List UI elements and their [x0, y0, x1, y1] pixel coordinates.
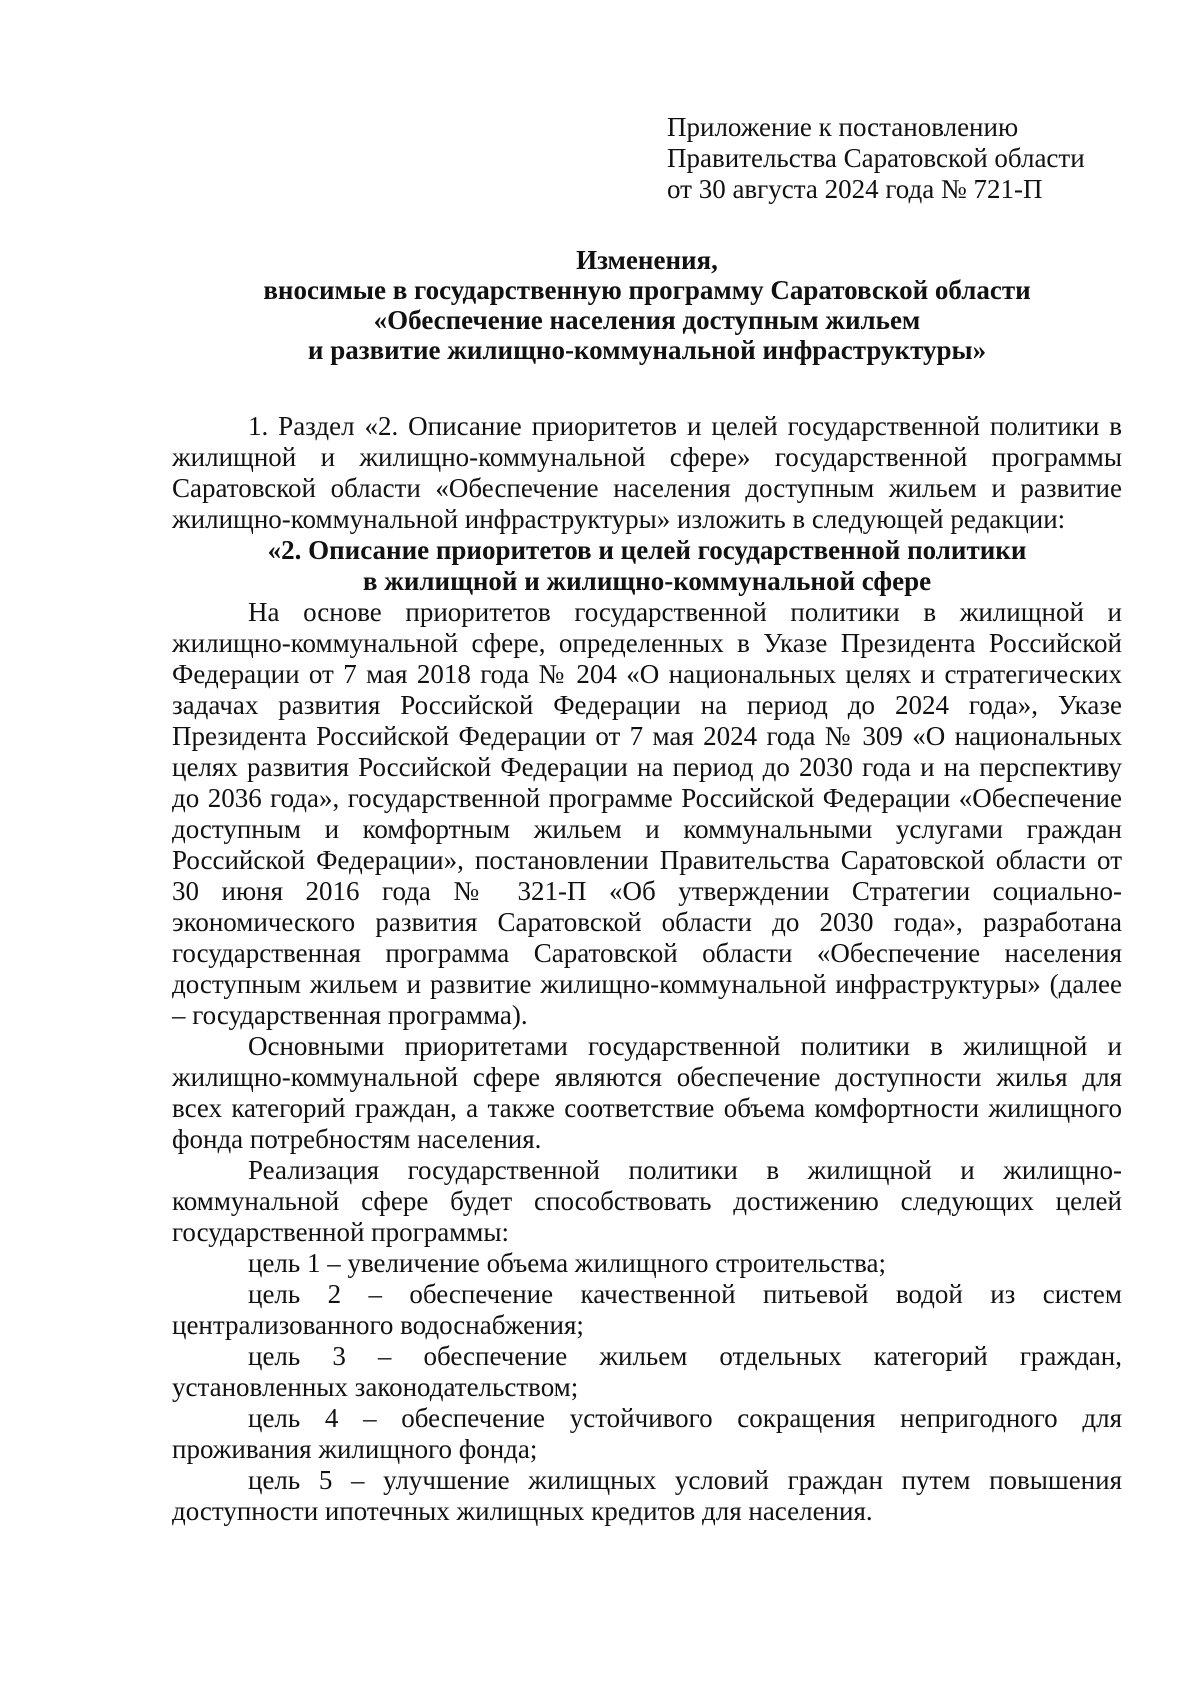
goal-item: цель 3 – обеспечение жильем отдельных категорий граждан, установленных законодательством; — [172, 1341, 1122, 1402]
goal-item: цель 4 – обеспечение устойчивого сокращения непригодного для проживания жилищного фонда; — [172, 1403, 1122, 1464]
section-heading-line: «2. Описание приоритетов и целей государственной политики — [267, 535, 1027, 565]
title-line: «Обеспечение населения доступным жильем — [373, 305, 921, 335]
goal-item: цель 2 – обеспечение качественной питьевой водой из систем централизованного водоснабжения; — [172, 1279, 1122, 1340]
appendix-note — [667, 112, 1187, 205]
document-title — [172, 245, 1122, 365]
goal-item: цель 1 – увеличение объема жилищного строительства; — [248, 1248, 887, 1278]
document-body — [172, 411, 1122, 1527]
title-line: и развитие жилищно-коммунальной инфраструктуры» — [307, 335, 987, 365]
appendix-line: Правительства Саратовской области — [667, 143, 1085, 173]
paragraph: Основными приоритетами государственной политики в жилищной и жилищно-коммунальной сфере являются обеспечение доступности жилья для всех категорий граждан, а также соответствие объема комфортности жилищного фонда потребностям населения. — [172, 1031, 1122, 1154]
intro-paragraph: 1. Раздел «2. Описание приоритетов и целей государственной политики в жилищной и жилищно-коммунальной сфере» государственной программы Саратовской области «Обеспечение населения доступным жильем и развитие жилищно-коммунальной инфраструктуры» изложить в следующей редакции: — [172, 411, 1122, 534]
paragraph: На основе приоритетов государственной политики в жилищной и жилищно-коммунальной сфере, определенных в Указе Президента Российской Федерации от 7 мая 2018 года № 204 «О национальных целях и стратегических задачах развития Российской Федерации на период до 2024 года», Указе Президента Российской Федерации от 7 мая 2024 года № 309 «О национальных целях развития Российской Федерации на период до 2030 года и на перспективу до 2036 года», государственной программе Российской Федерации «Обеспечение доступным и комфортным жильем и коммунальными услугами граждан Российской Федерации», постановлении Правительства Саратовской области от 30 июня 2016 года № 321-П «Об утверждении Стратегии социально-экономического развития Саратовской области до 2030 года», разработана государственная программа Саратовской области «Обеспечение населения доступным жильем и развитие жилищно-коммунальной инфраструктуры» (далее – государственная программа). — [172, 597, 1122, 1030]
title-line: вносимые в государственную программу Саратовской области — [263, 275, 1031, 305]
appendix-line: Приложение к постановлению — [667, 112, 1019, 142]
appendix-line: от 30 августа 2024 года № 721-П — [667, 174, 1043, 204]
section-heading — [172, 535, 1122, 597]
paragraph: Реализация государственной политики в жилищной и жилищно-коммунальной сфере будет способствовать достижению следующих целей государственной программы: — [172, 1155, 1122, 1247]
goal-item: цель 5 – улучшение жилищных условий граждан путем повышения доступности ипотечных жилищных кредитов для населения. — [172, 1465, 1122, 1526]
section-heading-line: в жилищной и жилищно-коммунальной сфере — [362, 566, 932, 596]
title-line: Изменения, — [576, 245, 718, 275]
